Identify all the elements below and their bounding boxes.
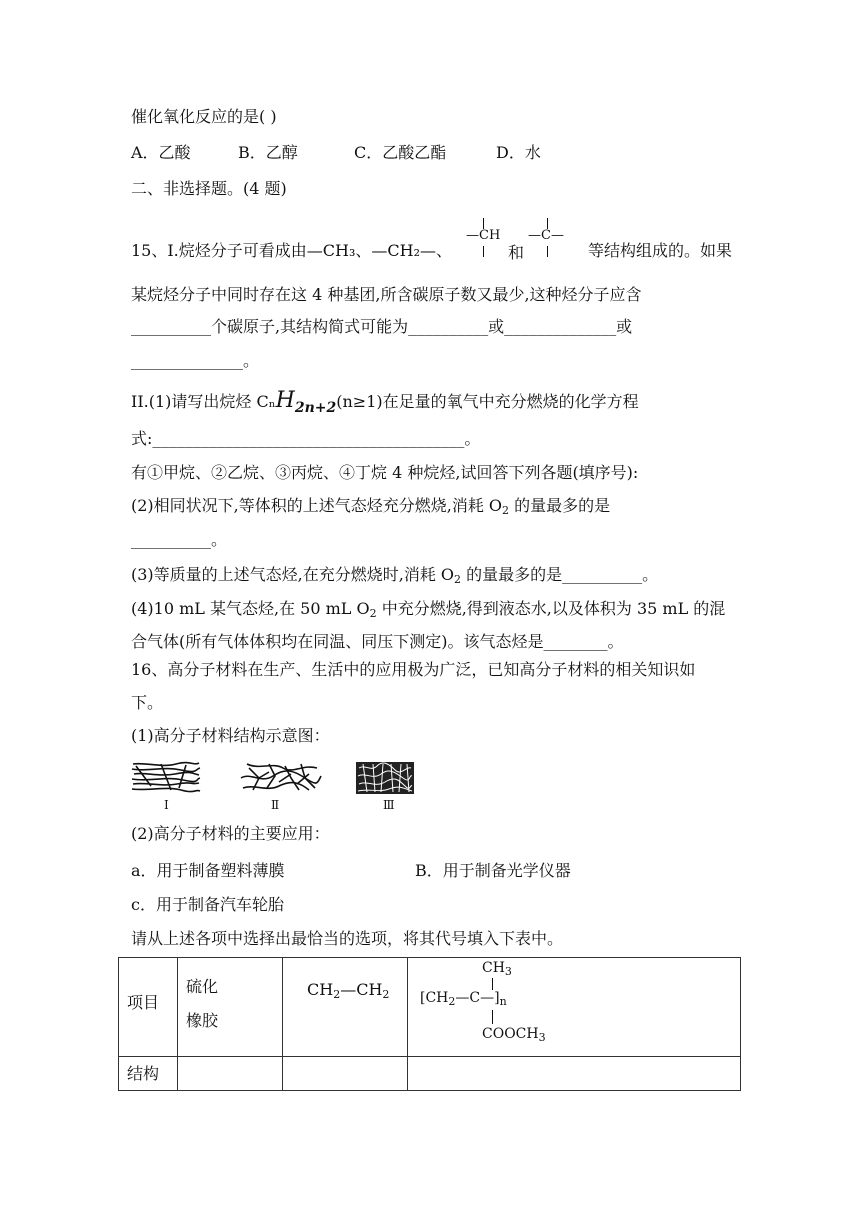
q14-stem-end: 催化氧化反应的是( )	[131, 107, 277, 126]
q15-sub2-blank: __________。	[131, 530, 228, 549]
q14-option-a: A．乙酸	[131, 143, 191, 162]
q15-line3: __________个碳原子,其结构简式可能为__________或______________或	[131, 317, 633, 336]
table-header-rubber: 硫化 橡胶	[178, 958, 283, 1057]
q16-instruction: 请从上述各项中选择出最恰当的选项，将其代号填入下表中。	[131, 929, 564, 948]
formula-h2n2: $H_{2n+2}$	[275, 388, 337, 416]
c-structure: —C—	[528, 218, 568, 262]
q15-sub3: (3)等质量的上述气态烃,在充分燃烧时,消耗 $O_2$ 的量最多的是__________。	[131, 565, 659, 586]
figure-label-3: Ⅲ	[383, 798, 395, 812]
q15-part2-line2: 式:_______________________________________。	[131, 429, 481, 448]
q15-line2: 某烷烃分子中同时存在这 4 种基团,所含碳原子数又最少,这种烃分子应含	[131, 285, 642, 304]
q16-sub2: (2)高分子材料的主要应用：	[131, 824, 330, 843]
q15-sub4-line1: (4)10 mL 某气态烃,在 50 mL $O_2$ 中充分燃烧,得到液态水,以及体积为 35 mL 的混	[131, 599, 726, 620]
network-structure-image	[355, 760, 415, 796]
q15-line4: ______________。	[131, 351, 260, 370]
figure-label-2: Ⅱ	[271, 798, 280, 812]
q16-line1: 16、高分子材料在生产、生活中的应用极为广泛，已知高分子材料的相关知识如	[131, 660, 696, 679]
q15-part2-line3: 有①甲烷、②乙烷、③丙烷、④丁烷 4 种烷烃,试回答下列各题(填序号):	[131, 463, 639, 482]
table-cell-blank[interactable]	[408, 1057, 741, 1091]
q15-sub4-line2: 合气体(所有气体体积均在同温、同压下测定)。该气态烃是________。	[131, 632, 624, 651]
q14-option-d: D．水	[496, 143, 541, 162]
table-row	[119, 1057, 741, 1091]
q15-sub2: (2)相同状况下,等体积的上述气态烃充分燃烧,消耗 $O_2$ 的量最多的是	[131, 496, 611, 517]
table-cell-blank[interactable]	[283, 1057, 408, 1091]
table-row	[119, 958, 741, 1057]
and-word: 和	[508, 243, 525, 262]
application-a: a．用于制备塑料薄膜	[131, 861, 285, 880]
table-header-item: 项目	[119, 958, 178, 1057]
q16-line2: 下。	[131, 693, 164, 712]
table-header-pmma: $CH_3$ $[CH_2—C—]_n$ $COOCH_3$	[408, 958, 741, 1057]
section-heading: 二、非选择题。(4 题)	[131, 179, 287, 198]
q14-option-b: B．乙醇	[238, 143, 298, 162]
application-b: B．用于制备光学仪器	[415, 861, 571, 880]
ch-structure: —CH	[466, 218, 502, 262]
figure-label-1: Ⅰ	[164, 798, 169, 812]
branched-structure-image	[239, 760, 323, 796]
q14-option-c: C．乙酸乙酯	[354, 143, 447, 162]
linear-structure-image	[131, 760, 201, 796]
table-cell-blank[interactable]	[178, 1057, 283, 1091]
q15-line1: 15、I.烷烃分子可看成由—CH₃、—CH₂—、 等结构组成的。如果	[131, 241, 733, 260]
answer-table	[118, 957, 741, 1091]
table-header-ethylene: $CH_2—CH_2$	[283, 958, 408, 1057]
application-c: c．用于制备汽车轮胎	[131, 895, 284, 914]
q16-sub1: (1)高分子材料结构示意图：	[131, 726, 330, 745]
table-label-structure: 结构	[119, 1057, 178, 1091]
q15-part2-line1: II.(1)请写出烷烃 CₙH$_{2n+2}$(n≥1)在足量的氧气中充分燃烧的化学方程	[131, 388, 639, 416]
